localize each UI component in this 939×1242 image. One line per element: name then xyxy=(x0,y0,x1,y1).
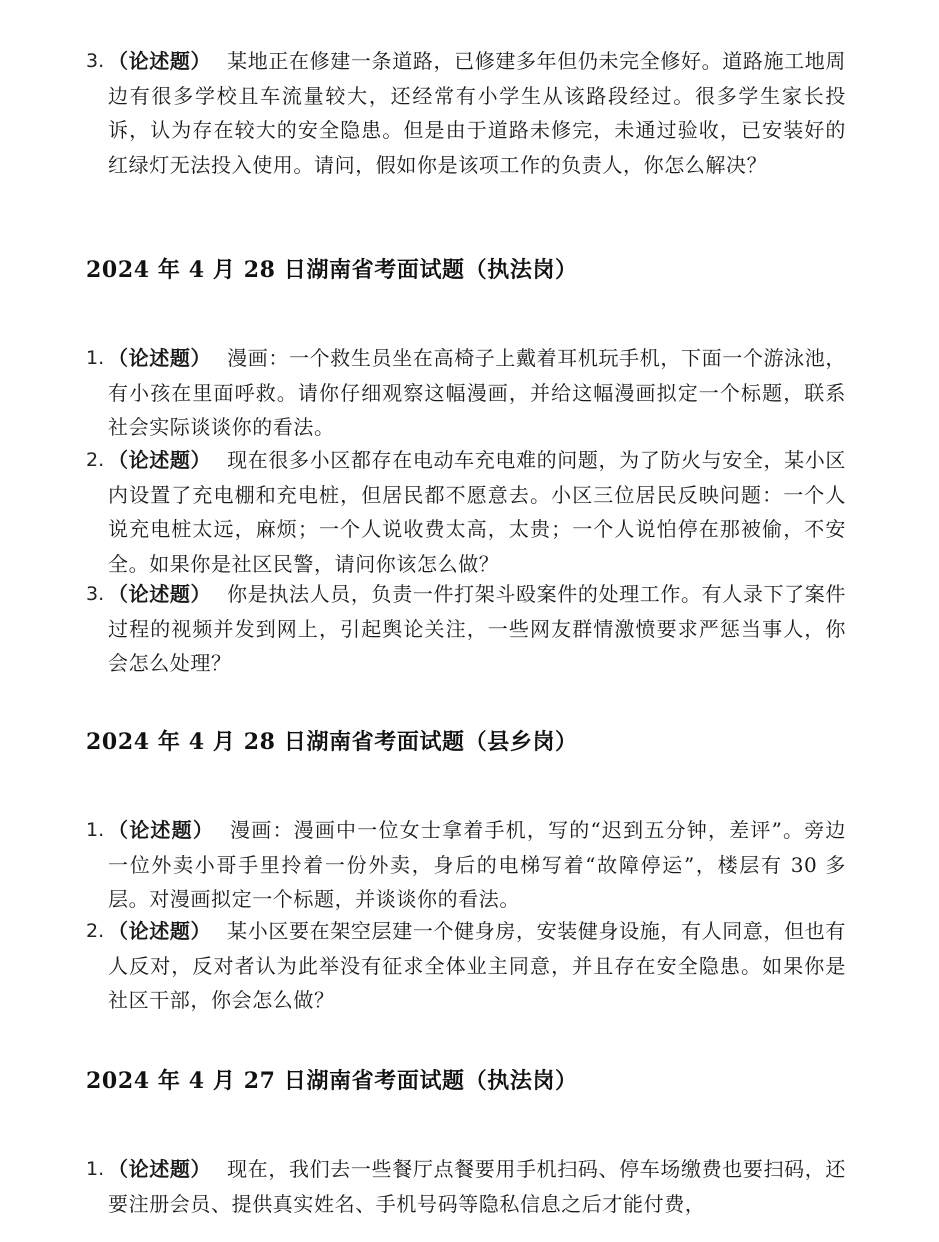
question-type-tag: （论述题） xyxy=(108,818,215,842)
question-item xyxy=(86,443,846,581)
question-number: 1. xyxy=(86,1158,105,1180)
question-body xyxy=(108,341,846,445)
question-body xyxy=(108,443,846,581)
question-text: 漫画：一个救生员坐在高椅子上戴着耳机玩手机，下面一个游泳池，有小孩在里面呼救。请你仔细观察这幅漫画，并给这幅漫画拟定一个标题，联系社会实际谈谈你的看法。 xyxy=(108,346,847,439)
section-heading: 2024 年 4 月 27 日湖南省考面试题（执法岗） xyxy=(86,1068,578,1094)
question-item xyxy=(86,1152,846,1221)
question-type-tag: （论述题） xyxy=(108,1157,212,1181)
question-body xyxy=(108,914,846,1018)
question-text: 现在很多小区都存在电动车充电难的问题，为了防火与安全，某小区内设置了充电棚和充电桩，但居民都不愿意去。小区三位居民反映问题：一个人说充电桩太远，麻烦；一个人说收费太高，太贵；一个人说怕停在那被偷，不安全。如果你是社区民警，请问你该怎么做？ xyxy=(108,448,847,576)
question-text: 某小区要在架空层建一个健身房，安装健身设施，有人同意，但也有人反对，反对者认为此举没有征求全体业主同意，并且存在安全隐患。如果你是社区干部，你会怎么做？ xyxy=(108,919,847,1012)
question-number: 2. xyxy=(86,920,105,942)
question-body xyxy=(108,577,846,681)
question-number: 3. xyxy=(86,50,105,72)
question-item xyxy=(86,577,846,681)
question-type-tag: （论述题） xyxy=(108,448,212,472)
question-type-tag: （论述题） xyxy=(108,346,212,370)
question-item xyxy=(86,341,846,445)
question-item xyxy=(86,914,846,1018)
question-item xyxy=(86,44,846,182)
question-number: 2. xyxy=(86,449,105,471)
question-text: 现在，我们去一些餐厅点餐要用手机扫码、停车场缴费也要扫码，还要注册会员、提供真实姓名、手机号码等隐私信息之后才能付费， xyxy=(108,1157,847,1216)
section-heading: 2024 年 4 月 28 日湖南省考面试题（县乡岗） xyxy=(86,729,578,755)
question-type-tag: （论述题） xyxy=(108,582,212,606)
question-item xyxy=(86,813,846,917)
question-number: 1. xyxy=(86,347,105,369)
question-number: 1. xyxy=(86,819,105,841)
question-type-tag: （论述题） xyxy=(108,49,212,73)
question-body xyxy=(108,44,846,182)
question-text: 某地正在修建一条道路，已修建多年但仍未完全修好。道路施工地周边有很多学校且车流量较大，还经常有小学生从该路段经过。很多学生家长投诉，认为存在较大的安全隐患。但是由于道路未修完，未通过验收，已安装好的红绿灯无法投入使用。请问，假如你是该项工作的负责人，你怎么解决？ xyxy=(108,49,847,177)
section-heading: 2024 年 4 月 28 日湖南省考面试题（执法岗） xyxy=(86,257,578,283)
question-body xyxy=(108,813,846,917)
question-text: 漫画：漫画中一位女士拿着手机，写的“迟到五分钟，差评”。旁边一位外卖小哥手里拎着一份外卖，身后的电梯写着“故障停运”，楼层有 30 多层。对漫画拟定一个标题，并谈谈你的看法。 xyxy=(108,818,847,911)
question-body xyxy=(108,1152,846,1221)
question-type-tag: （论述题） xyxy=(108,919,212,943)
question-text: 你是执法人员，负责一件打架斗殴案件的处理工作。有人录下了案件过程的视频并发到网上，引起舆论关注，一些网友群情激愤要求严惩当事人，你会怎么处理？ xyxy=(108,582,847,675)
question-number: 3. xyxy=(86,583,105,605)
